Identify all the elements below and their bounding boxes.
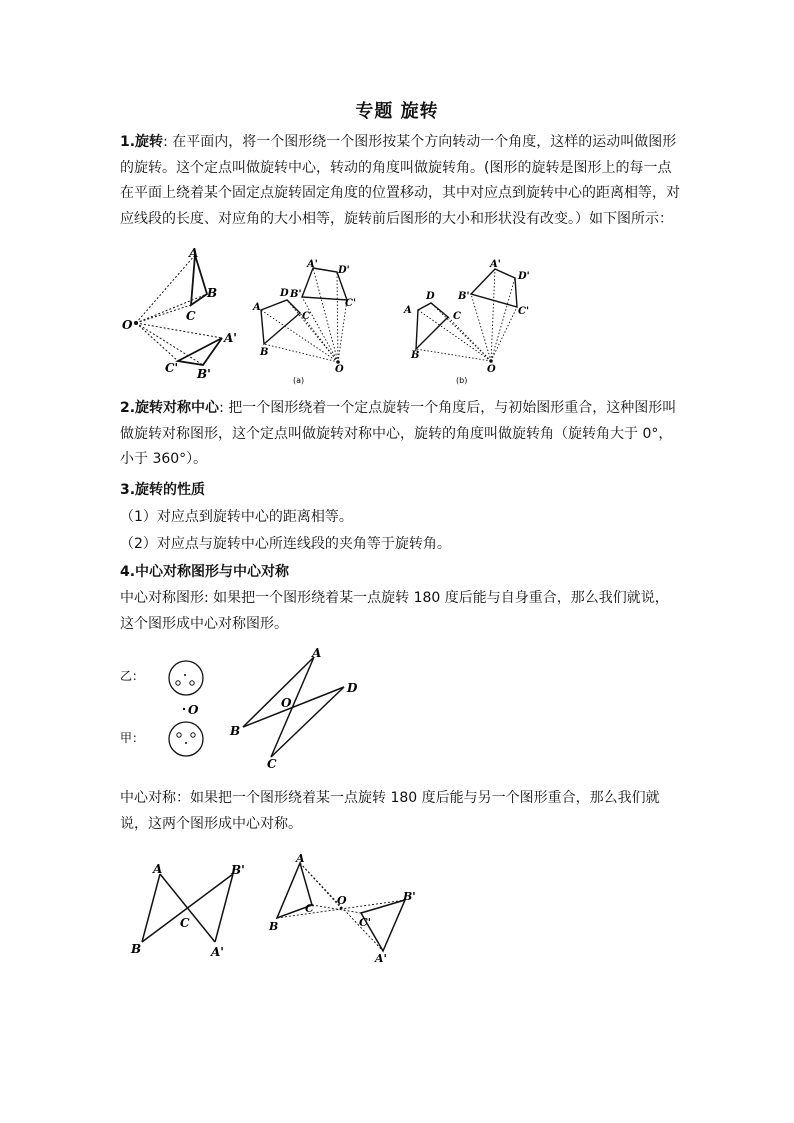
label-A1: A'	[375, 952, 387, 965]
central-symmetric-figure-definition: 中心对称图形: 如果把一个图形绕着某一点旋转 180 度后能与自身重合，那么我们就说，这个图形成中心对称图形。	[120, 590, 669, 632]
property-item-1: （1）对应点到旋转中心的距离相等。	[120, 509, 353, 525]
label-B1: B'	[231, 863, 245, 877]
label-A: A	[404, 305, 412, 316]
label-jia: 甲：	[120, 731, 145, 745]
label-B: B	[131, 942, 142, 956]
label-C: C	[453, 311, 461, 322]
label-A1: A'	[224, 331, 237, 345]
label-C1: C'	[359, 916, 372, 929]
label-D1: D'	[338, 265, 350, 276]
label-A1: A'	[211, 945, 224, 959]
central-symmetry-definition: 中心对称：如果把一个图形绕着某一点旋转 180 度后能与另一个图形重合，那么我们就说，这两个图形成中心对称。	[120, 790, 660, 832]
label-B1: B'	[197, 367, 211, 381]
label-B1: B'	[458, 291, 470, 302]
section-heading: 2.旋转对称中心	[120, 400, 220, 416]
section-text: : 把一个图形绕着一个定点旋转一个角度后，与初始图形重合，这种图形叫做旋转对称图形，这个定点叫做旋转对称中心，旋转的角度叫做旋转角（旋转角大于 0°，小于 360°）。	[120, 400, 677, 467]
section-rotational-symmetry-center	[120, 396, 680, 473]
label-yi: 乙：	[120, 669, 145, 683]
label-A1: A'	[490, 259, 501, 270]
label-O: O	[337, 894, 347, 907]
label-A: A	[312, 646, 322, 660]
label-O: O	[281, 696, 292, 710]
rotation-figure-triangle	[115, 245, 255, 385]
label-A: A	[296, 852, 305, 865]
caption-a: (a)	[293, 376, 305, 385]
section-heading: 1.旋转	[120, 134, 164, 150]
central-symmetry-bowtie	[125, 860, 250, 965]
rotation-figure-a	[250, 255, 370, 390]
page-title: 专题 旋转	[355, 101, 439, 122]
central-symmetric-figures	[115, 645, 375, 770]
label-B: B	[269, 920, 279, 933]
label-A: A	[153, 862, 163, 876]
section-rotation-properties-heading: 3.旋转的性质	[120, 482, 206, 498]
label-A: A	[253, 302, 261, 313]
label-O: O	[122, 318, 133, 332]
label-B: B	[411, 350, 420, 361]
label-O: O	[487, 364, 496, 375]
section-central-symmetry-heading: 4.中心对称图形与中心对称	[120, 564, 290, 580]
label-C: C	[186, 309, 196, 323]
label-O-small: O	[188, 703, 199, 717]
label-A1: A'	[307, 259, 318, 270]
label-D: D	[347, 681, 358, 695]
section-text: : 在平面内，将一个图形绕一个图形按某个方向转动一个角度，这样的运动叫做图形的旋转。这个定点叫做旋转中心，转动的角度叫做旋转角。(图形的旋转是图形上的每一点在平面上绕着某个固定点旋转固定角度的位置移动，其中对应点到旋转中心的距离相等，对应线段的长度、对应角的大小相等，旋转前后图形的大小和形状没有改变。）如下图所示：	[120, 134, 680, 227]
caption-b: (b)	[456, 376, 468, 385]
label-C: C	[180, 916, 190, 930]
label-C: C	[302, 311, 310, 322]
label-D: D	[280, 288, 289, 299]
section-rotation-definition	[120, 130, 680, 232]
label-C: C	[305, 902, 314, 915]
rotation-figure-b	[398, 255, 538, 390]
label-B1: B'	[403, 890, 416, 903]
label-B1: B'	[290, 289, 302, 300]
label-B: B	[260, 347, 269, 358]
label-O: O	[335, 364, 344, 375]
label-A: A	[189, 246, 199, 260]
label-C1: C'	[165, 361, 179, 375]
label-D: D	[426, 291, 435, 302]
label-B: B	[207, 286, 218, 300]
label-D1: D'	[518, 271, 530, 282]
label-C: C	[267, 757, 277, 771]
central-symmetry-triangles	[265, 848, 425, 968]
property-item-2: （2）对应点与旋转中心所连线段的夹角等于旋转角。	[120, 536, 451, 552]
label-C1: C'	[345, 298, 357, 309]
label-C1: C'	[518, 306, 530, 317]
label-B: B	[230, 724, 241, 738]
